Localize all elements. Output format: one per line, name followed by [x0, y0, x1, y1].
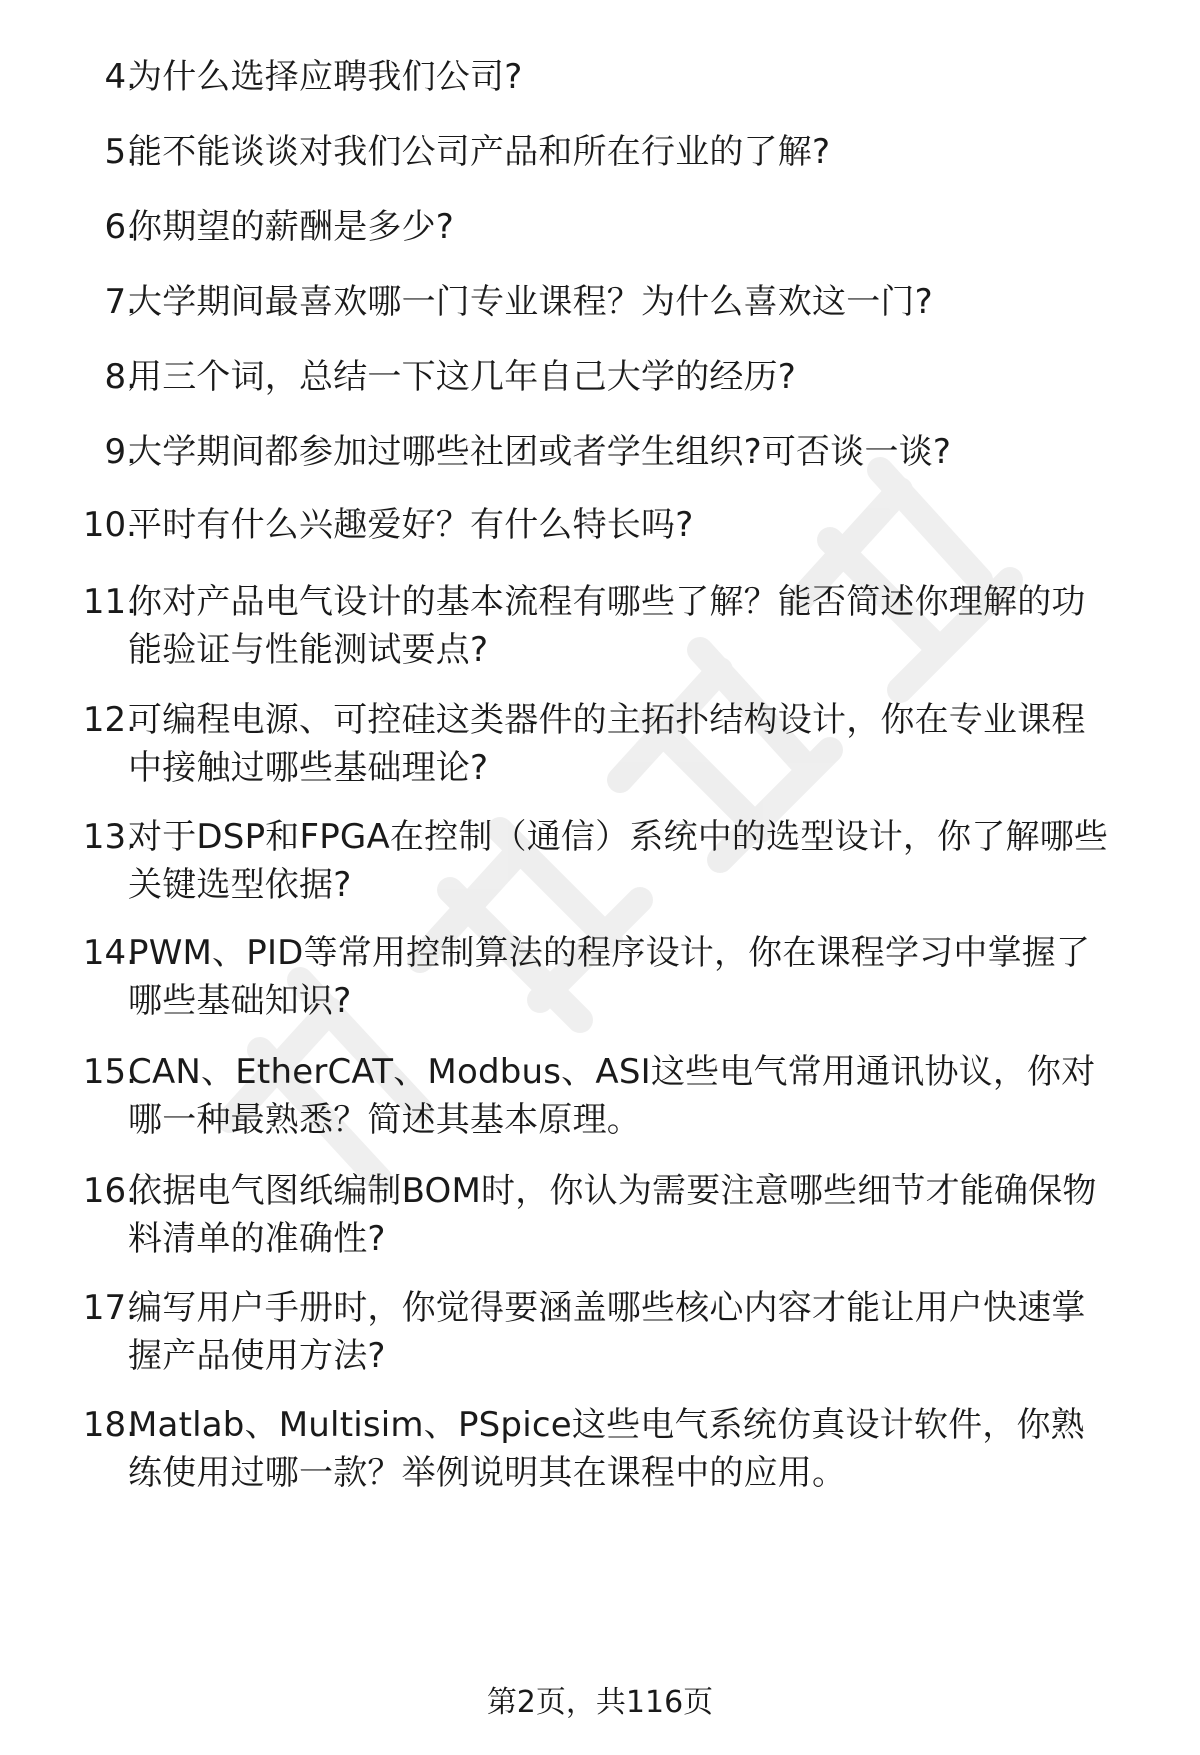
question-number: 15. [82, 1052, 137, 1092]
question-line: 可编程电源、可控硅这类器件的主拓扑结构设计，你在专业课程 [128, 700, 1086, 740]
question-line: 对于DSP和FPGA在控制（通信）系统中的选型设计，你了解哪些 [128, 817, 1109, 857]
question-text [128, 278, 1158, 326]
page-number-label: 第2页，共116页 [486, 1685, 714, 1720]
question-line: 握产品使用方法? [128, 1336, 386, 1376]
page-footer [0, 1681, 1200, 1725]
question-number: 14. [82, 933, 137, 973]
question-number: 6. [104, 207, 137, 247]
question-number: 10. [82, 505, 137, 545]
question-line: 练使用过哪一款？举例说明其在课程中的应用。 [128, 1453, 847, 1493]
question-text [128, 813, 1158, 909]
question-text [128, 578, 1158, 674]
question-line: 哪些基础知识? [128, 981, 352, 1021]
question-number: 12. [82, 700, 137, 740]
question-line: 哪一种最熟悉？简述其基本原理。 [128, 1100, 641, 1140]
question-line: 大学期间都参加过哪些社团或者学生组织?可否谈一谈? [128, 432, 952, 472]
question-line: 依据电气图纸编制BOM时，你认为需要注意哪些细节才能确保物 [128, 1171, 1097, 1211]
question-line: 关键选型依据? [128, 865, 352, 905]
question-text [128, 1167, 1158, 1263]
question-line: 为什么选择应聘我们公司? [128, 57, 523, 97]
question-number: 18. [82, 1405, 137, 1445]
question-text [128, 353, 1158, 401]
question-text [128, 1048, 1158, 1144]
question-text [128, 128, 1158, 176]
question-number: 11. [82, 582, 137, 622]
question-number: 17. [82, 1288, 137, 1328]
question-text [128, 501, 1158, 549]
question-number: 16. [82, 1171, 137, 1211]
question-line: 料清单的准确性? [128, 1219, 386, 1259]
question-line: 用三个词，总结一下这几年自己大学的经历? [128, 357, 797, 397]
question-text [128, 696, 1158, 792]
question-number: 5. [104, 132, 137, 172]
question-line: 大学期间最喜欢哪一门专业课程？为什么喜欢这一门? [128, 282, 933, 322]
question-line: 你期望的薪酬是多少? [128, 207, 455, 247]
question-line: 编写用户手册时，你觉得要涵盖哪些核心内容才能让用户快速掌 [128, 1288, 1086, 1328]
question-line: 中接触过哪些基础理论? [128, 748, 489, 788]
question-text [128, 1284, 1158, 1380]
question-line: CAN、EtherCAT、Modbus、ASI这些电气常用通讯协议，你对 [128, 1052, 1096, 1092]
question-text [128, 1401, 1158, 1497]
question-text [128, 428, 1158, 476]
question-text [128, 53, 1158, 101]
question-line: 能不能谈谈对我们公司产品和所在行业的了解? [128, 132, 831, 172]
question-number: 13. [82, 817, 137, 857]
question-text [128, 203, 1158, 251]
question-number: 9. [104, 432, 137, 472]
question-number: 8. [104, 357, 137, 397]
question-line: 平时有什么兴趣爱好？有什么特长吗? [128, 505, 694, 545]
question-line: Matlab、Multisim、PSpice这些电气系统仿真设计软件，你熟 [128, 1405, 1085, 1445]
question-number: 7. [104, 282, 137, 322]
question-text [128, 929, 1158, 1025]
question-line: 能验证与性能测试要点? [128, 630, 489, 670]
question-line: 你对产品电气设计的基本流程有哪些了解？能否简述你理解的功 [128, 582, 1086, 622]
question-line: PWM、PID等常用控制算法的程序设计，你在课程学习中掌握了 [128, 933, 1091, 973]
question-number: 4. [104, 57, 137, 97]
